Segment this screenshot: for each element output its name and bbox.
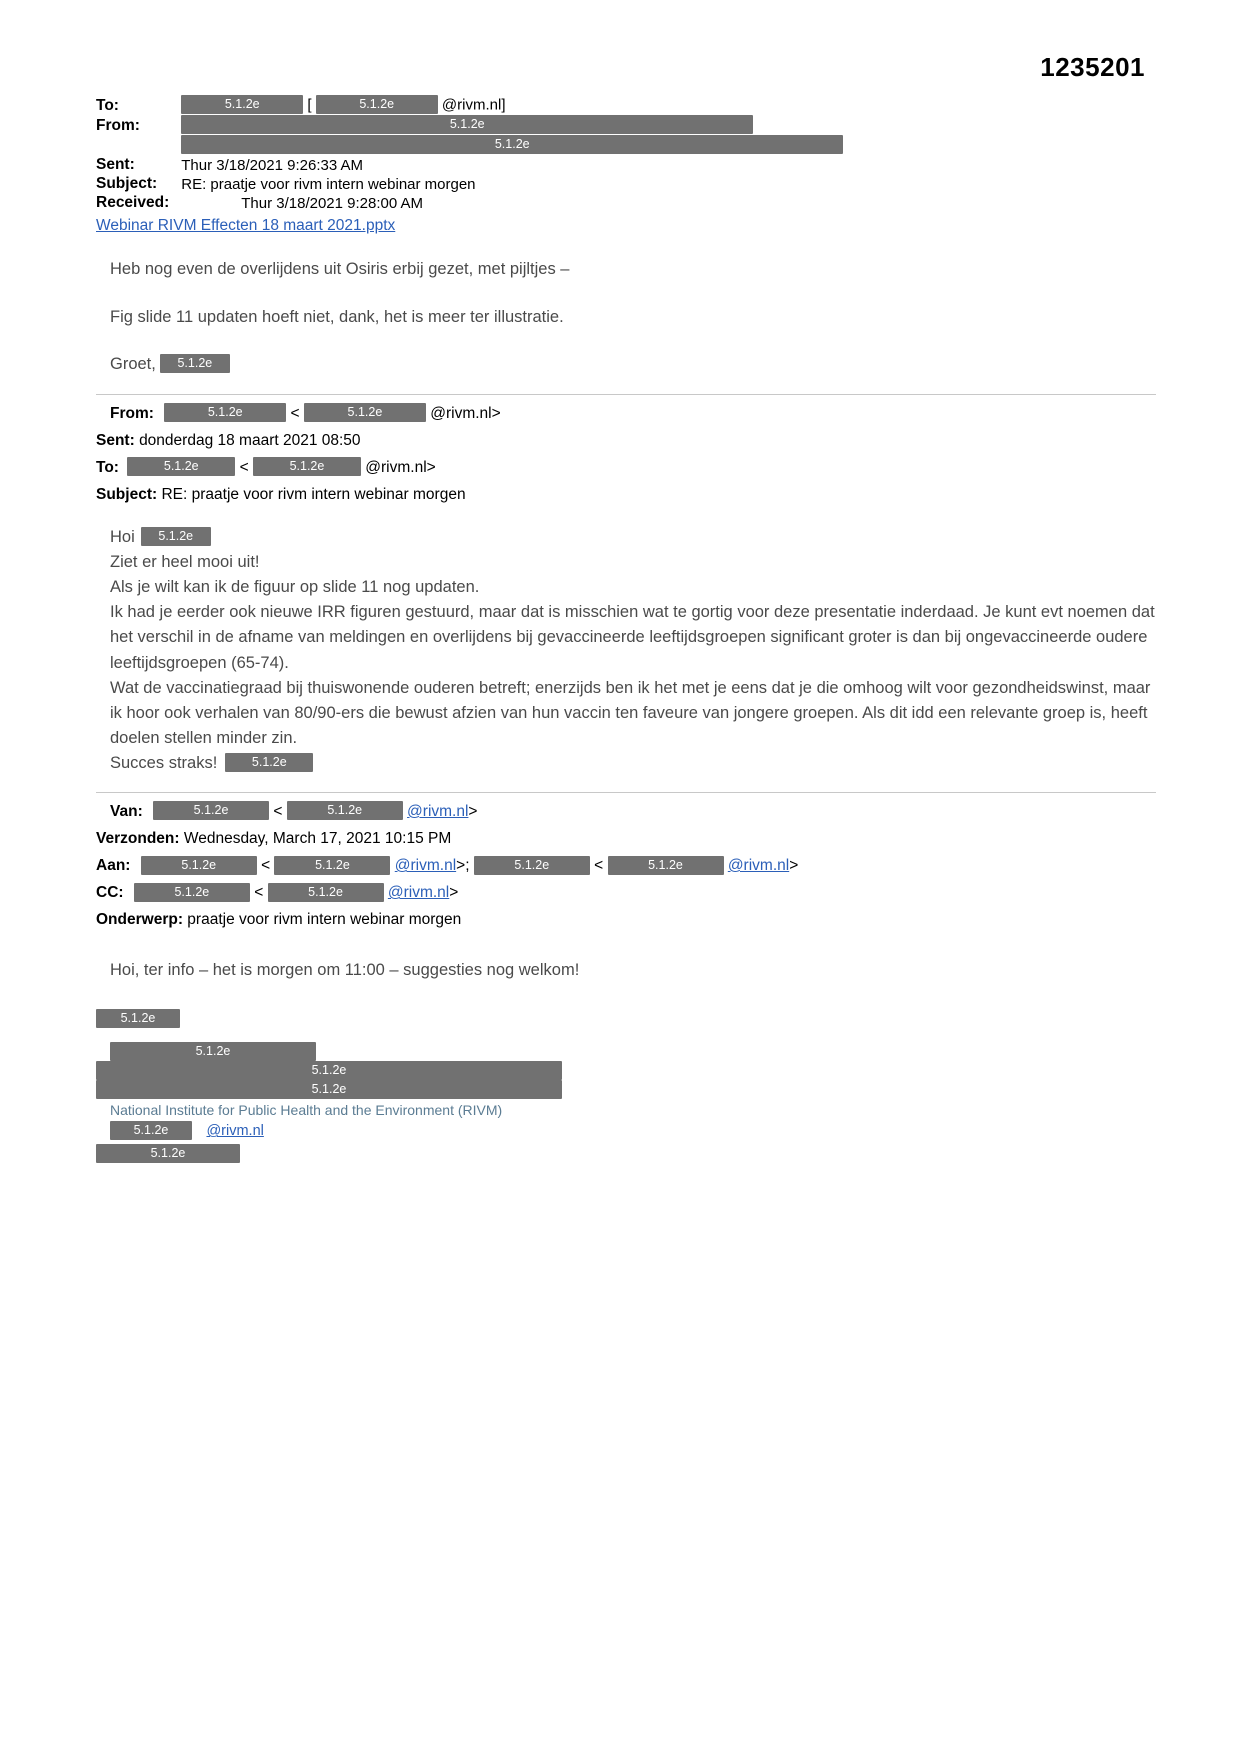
spacer-label bbox=[96, 136, 181, 156]
from-bracket: < bbox=[290, 404, 300, 422]
to-value bbox=[181, 96, 843, 116]
redaction-box: 5.1.2e bbox=[96, 1009, 180, 1028]
redaction-box: 5.1.2e bbox=[608, 856, 724, 875]
quote2-header bbox=[96, 799, 1156, 933]
from-label: From: bbox=[110, 404, 154, 422]
quote-divider-2 bbox=[96, 792, 1156, 793]
quote1-closing bbox=[110, 751, 1156, 776]
onderwerp-value: praatje voor rivm intern webinar morgen bbox=[187, 911, 462, 929]
redaction-box: 5.1.2e bbox=[274, 856, 390, 875]
subject-label: Subject: bbox=[96, 175, 158, 192]
redaction-box: 5.1.2e bbox=[253, 457, 361, 476]
redaction-box: 5.1.2e bbox=[164, 403, 286, 422]
signature-email-row bbox=[96, 1122, 1156, 1141]
redaction-box: 5.1.2e bbox=[134, 883, 250, 902]
subject-label: Subject: bbox=[96, 486, 158, 504]
redaction-box: 5.1.2e bbox=[160, 354, 230, 373]
redaction-box: 5.1.2e bbox=[225, 753, 313, 772]
from-domain: @rivm.nl> bbox=[430, 404, 501, 422]
aan-domain-1[interactable]: @rivm.nl bbox=[394, 857, 457, 875]
to-bracket: [ bbox=[307, 96, 312, 114]
van-close: > bbox=[468, 802, 478, 820]
quote1-line-2: Als je wilt kan ik de figuur op slide 11 nog updaten. bbox=[110, 578, 480, 597]
redaction-box: 5.1.2e bbox=[110, 1042, 316, 1061]
cc-domain[interactable]: @rivm.nl bbox=[387, 884, 450, 902]
to-domain: @rivm.nl> bbox=[365, 458, 436, 476]
redaction-box: 5.1.2e bbox=[474, 856, 590, 875]
redaction-box: 5.1.2e bbox=[96, 1061, 562, 1080]
subject-value: RE: praatje voor rivm intern webinar morgen bbox=[161, 486, 466, 504]
outer-body-paragraph-2: Fig slide 11 updaten hoeft niet, dank, het is meer ter illustratie. bbox=[110, 307, 564, 326]
quote2-aan-row bbox=[96, 853, 1156, 878]
quote1-body bbox=[110, 525, 1156, 776]
cc-label: CC: bbox=[96, 884, 124, 902]
quote1-greeting bbox=[110, 525, 1156, 550]
to-label: To: bbox=[96, 458, 119, 476]
outer-body-signoff bbox=[110, 352, 1156, 378]
signature-organisation: National Institute for Public Health and the Environment (RIVM) bbox=[110, 1101, 503, 1118]
header-row-received bbox=[96, 194, 843, 213]
email-content bbox=[96, 96, 1156, 1164]
redaction-box: 5.1.2e bbox=[287, 801, 403, 820]
quote2-line-1: Hoi, ter info – het is morgen om 11:00 – suggesties nog welkom! bbox=[110, 961, 580, 980]
van-label: Van: bbox=[110, 802, 143, 820]
redaction-box: 5.1.2e bbox=[316, 95, 438, 114]
outer-body bbox=[110, 257, 1156, 378]
signature-block bbox=[96, 1010, 1156, 1164]
header-row-from bbox=[96, 116, 843, 136]
signature-email-link[interactable]: @rivm.nl bbox=[206, 1123, 264, 1140]
document-id-stamp: 1235201 bbox=[1040, 52, 1145, 82]
verzonden-label: Verzonden: bbox=[96, 830, 180, 848]
cc-bracket: < bbox=[254, 884, 264, 902]
cc-close: > bbox=[449, 884, 459, 902]
received-label: Received: bbox=[96, 194, 170, 211]
quote2-cc-row bbox=[96, 880, 1156, 905]
from-value bbox=[181, 116, 843, 136]
signature-title-row-3 bbox=[96, 1081, 1156, 1100]
signature-title-row-1 bbox=[96, 1043, 1156, 1062]
aan-label: Aan: bbox=[96, 857, 131, 875]
redaction-box: 5.1.2e bbox=[268, 883, 384, 902]
aan-close: > bbox=[789, 857, 799, 875]
to-domain: @rivm.nl] bbox=[441, 96, 506, 114]
signoff-text: Groet, bbox=[110, 355, 156, 374]
redaction-box: 5.1.2e bbox=[96, 1080, 562, 1099]
redaction-box: 5.1.2e bbox=[181, 135, 843, 154]
redaction-box: 5.1.2e bbox=[181, 115, 753, 134]
redaction-box: 5.1.2e bbox=[153, 801, 269, 820]
from-label: From: bbox=[96, 116, 140, 134]
sent-value: Thur 3/18/2021 9:26:33 AM bbox=[181, 156, 364, 174]
signature-name-row bbox=[96, 1010, 1156, 1029]
onderwerp-label: Onderwerp: bbox=[96, 911, 183, 929]
greeting-text: Hoi bbox=[110, 528, 135, 547]
aan-bracket: < bbox=[261, 857, 271, 875]
quote2-verzonden-row bbox=[96, 826, 1156, 851]
redaction-box: 5.1.2e bbox=[141, 527, 211, 546]
quote1-from-row bbox=[110, 401, 1156, 426]
header-row-to bbox=[96, 96, 843, 116]
quote1-line-3: Ik had je eerder ook nieuwe IRR figuren gestuurd, maar dat is misschien wat te gortig voor deze presentatie inderdaad. Je kunt evt noemen dat het verschil in de afname van meldingen en overlijdens bij gevaccineerde leeftijdsgroepen significant groter is dan bij ongevaccineerde oudere leeftijdsgroepen (65-74). bbox=[110, 603, 1155, 672]
attachment-link[interactable]: Webinar RIVM Effecten 18 maart 2021.pptx bbox=[96, 217, 396, 234]
aan-separator: >; bbox=[456, 857, 470, 875]
subject-value: RE: praatje voor rivm intern webinar morgen bbox=[181, 175, 476, 193]
redaction-box: 5.1.2e bbox=[96, 1144, 240, 1163]
redaction-box: 5.1.2e bbox=[181, 95, 303, 114]
redaction-box: 5.1.2e bbox=[141, 856, 257, 875]
outer-email-header bbox=[96, 96, 843, 213]
quote1-line-1: Ziet er heel mooi uit! bbox=[110, 553, 260, 572]
sent-value: donderdag 18 maart 2021 08:50 bbox=[139, 431, 361, 449]
header-row-subject bbox=[96, 175, 843, 194]
van-bracket: < bbox=[273, 802, 283, 820]
quote1-sent-row bbox=[96, 428, 1156, 453]
quote2-van-row bbox=[110, 799, 1156, 824]
aan-domain-2[interactable]: @rivm.nl bbox=[727, 857, 790, 875]
from-value-2 bbox=[181, 136, 843, 156]
sent-label: Sent: bbox=[96, 156, 135, 173]
to-bracket: < bbox=[239, 458, 249, 476]
quote1-to-row bbox=[96, 455, 1156, 480]
aan-bracket-2: < bbox=[594, 857, 604, 875]
header-row-sent bbox=[96, 156, 843, 175]
signature-extra-row bbox=[96, 1145, 1156, 1164]
quote1-subject-row bbox=[96, 482, 1156, 507]
redaction-box: 5.1.2e bbox=[127, 457, 235, 476]
sent-label: Sent: bbox=[96, 431, 135, 449]
received-value: Thur 3/18/2021 9:28:00 AM bbox=[241, 194, 424, 212]
quote1-header bbox=[96, 401, 1156, 507]
outer-body-paragraph-1: Heb nog even de overlijdens uit Osiris erbij gezet, met pijltjes – bbox=[110, 260, 570, 278]
quote-divider-1 bbox=[96, 394, 1156, 395]
redaction-box: 5.1.2e bbox=[304, 403, 426, 422]
signature-title-row-2 bbox=[96, 1062, 1156, 1081]
quote2-onderwerp-row bbox=[96, 907, 1156, 932]
quote2-body bbox=[110, 958, 1156, 983]
header-row-from-2 bbox=[96, 136, 843, 156]
verzonden-value: Wednesday, March 17, 2021 10:15 PM bbox=[183, 830, 452, 848]
closing-text: Succes straks! bbox=[110, 753, 218, 772]
redaction-box: 5.1.2e bbox=[110, 1121, 192, 1140]
van-domain[interactable]: @rivm.nl bbox=[407, 802, 469, 820]
quote1-line-4: Wat de vaccinatiegraad bij thuiswonende ouderen betreft; enerzijds ben ik het met je eens dat je die omhoog wilt voor gezondheidswinst, maar ik hoor ook verhalen van 80/90-ers die bewust afzien van hun vaccin ten faveure van jongere groepen. Als dit idd een relevante groep is, heeft doelen stellen minder zin. bbox=[110, 678, 1151, 747]
to-label: To: bbox=[96, 96, 119, 114]
